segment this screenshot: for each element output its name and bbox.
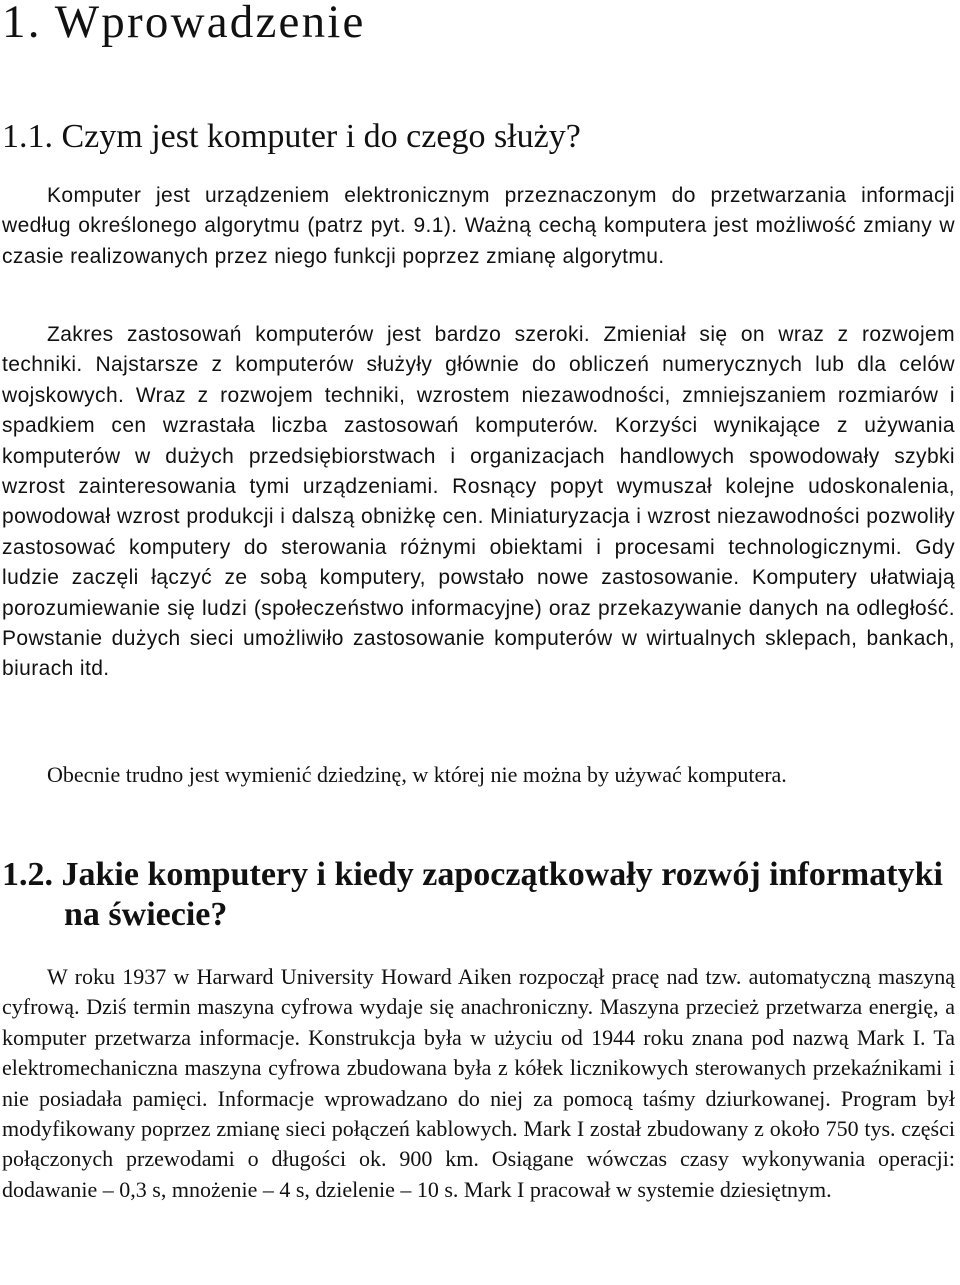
section-1-2-paragraph-1: W roku 1937 w Harward University Howard Aiken rozpoczął pracę nad tzw. automatyczną maszyną cyfrową. Dziś termin maszyna cyfrowa wydaje się anachroniczny. Maszyna przecież przetwarza energię, a komputer przetwarza informacje. Konstrukcja była w użyciu od 1944 roku znana pod nazwą Mark I. Ta elektromechaniczna maszyna cyfrowa zbudowana była z kółek licznikowych sterowanych przekaźnikami i nie posiadała pamięci. Informacje wprowadzano do niej za pomocą taśmy dziurkowanej. Program był modyfikowany poprzez zmianę sieci połączeń kablowych. Mark I został zbudowany z około 750 tys. części połączonych przewodami o długości ok. 900 km. Osiągane wówczas czasy wykonywania operacji: dodawanie – 0,3 s, mnożenie – 4 s, dzielenie – 10 s. Mark I pracował w systemie dziesiętnym.	[2, 964, 955, 1202]
section-1-2-title-line-2: na świecie?	[64, 896, 228, 933]
section-1-2-title-line-1: 1.2. Jakie komputery i kiedy zapoczątkowały rozwój informatyki	[2, 856, 943, 893]
section-1-1-paragraph-1: Komputer jest urządzeniem elektronicznym przeznaczonym do przetwarzania informacji według określonego algorytmu (patrz pyt. 9.1). Ważną cechą komputera jest możliwość zmiany w czasie realizowanych przez niego funkcji poprzez zmianę algorytmu.	[2, 184, 955, 268]
section-1-1-title: 1.1. Czym jest komputer i do czego służy?	[2, 118, 581, 155]
section-1-1-paragraph-3: Obecnie trudno jest wymienić dziedzinę, w której nie można by używać komputera.	[47, 762, 787, 787]
section-1-1-paragraph-2: Zakres zastosowań komputerów jest bardzo szeroki. Zmieniał się on wraz z rozwojem techniki. Najstarsze z komputerów służyły głównie do obliczeń numerycznych lub dla celów wojskowych. Wraz z rozwojem techniki, wzrostem niezawodności, zmniejszaniem rozmiarów i spadkiem cen wzrastała liczba zastosowań komputerów. Korzyści wynikające z używania komputerów w dużych przedsiębiorstwach i organizacjach handlowych spowodowały szybki wzrost zainteresowania tymi urządzeniami. Rosnący popyt wymuszał kolejne udoskonalenia, powodował wzrost produkcji i dalszą obniżkę cen. Miniaturyzacja i wzrost niezawodności pozwoliły zastosować komputery do sterowania różnymi obiektami i procesami technologicznymi. Gdy ludzie zaczęli łączyć ze sobą komputery, powstało nowe zastosowanie. Komputery ułatwiają porozumiewanie się ludzi (społeczeństwo informacyjne) oraz przekazywanie danych na odległość. Powstanie dużych sieci umożliwiło zastosowanie komputerów w wirtualnych sklepach, bankach, biurach itd.	[2, 323, 955, 681]
section-1-2-title	[2, 855, 943, 935]
chapter-title: 1. Wprowadzenie	[2, 0, 366, 48]
